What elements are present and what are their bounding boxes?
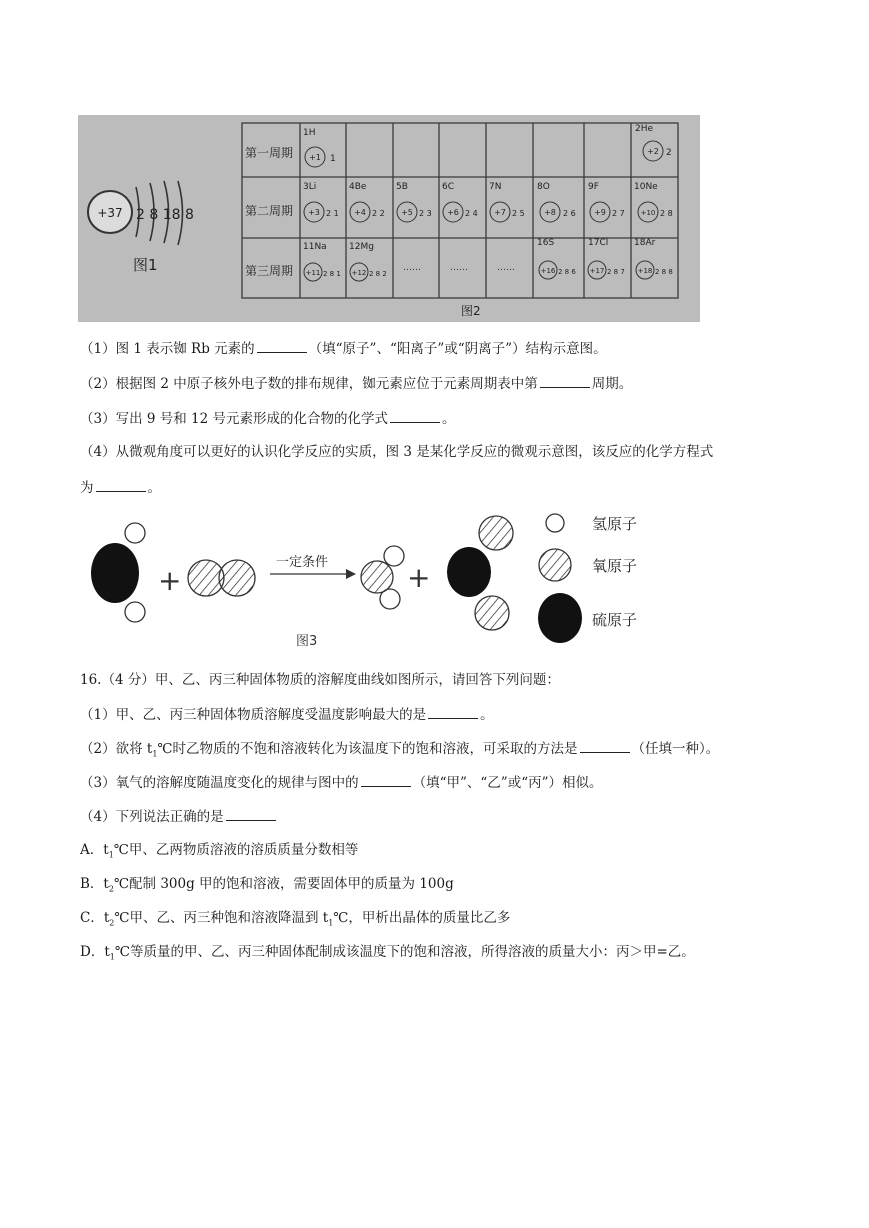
q16-part1-text-b: 。 [480,707,494,723]
option-a-text-a: A．t [80,842,109,858]
answer-blank[interactable] [390,408,440,423]
svg-text:10Ne: 10Ne [634,182,658,192]
q16-part2 [80,738,719,765]
figure-1-2-photo [78,115,700,322]
svg-text:+12: +12 [351,269,367,277]
answer-blank[interactable] [361,772,411,787]
answer-blank[interactable] [540,373,590,388]
svg-text:+11: +11 [305,269,321,277]
q15-part2 [80,373,632,394]
svg-text:17Cl: 17Cl [588,238,609,248]
q16-heading [80,670,560,690]
svg-text:16S: 16S [537,238,555,248]
q16-part3-text-b: （填“甲”、“乙”或“丙”）相似。 [412,775,603,791]
q15-part4 [80,442,713,462]
figure-3-reaction [80,508,680,658]
legend-oxygen-label: 氧原子 [592,557,638,575]
svg-text:2 8: 2 8 [660,209,673,218]
q16-part4 [80,806,278,827]
svg-text:+18: +18 [637,267,653,275]
q15-part1-text-b: （填“原子”、“阳离子”或“阴离子”）结构示意图。 [308,341,607,357]
option-b-text-a: B．t [80,876,109,892]
svg-text:1: 1 [330,154,336,164]
fig2-caption: 图2 [461,304,481,318]
legend [538,514,637,643]
subscript: 2 [109,918,115,928]
q15-part3-text-b: 。 [442,411,456,427]
legend-hydrogen-label: 氢原子 [592,515,638,533]
option-a [80,840,358,866]
svg-text:2 2: 2 2 [372,209,385,218]
answer-blank[interactable] [96,477,146,492]
svg-text:11Na: 11Na [303,242,327,252]
fig3-caption: 图3 [296,634,318,649]
svg-text:+7: +7 [494,208,506,217]
svg-text:+8: +8 [544,208,556,217]
option-c-text-a: C．t [80,910,110,926]
svg-text:9F: 9F [588,182,599,192]
svg-text:+5: +5 [401,208,413,217]
h2o-molecule [361,546,404,609]
svg-text:+4: +4 [354,208,366,217]
svg-text:7N: 7N [489,182,502,192]
figure-1-2-drawing [78,115,700,322]
answer-blank[interactable] [226,806,276,821]
q15-part4-text-a: （4）从微观角度可以更好的认识化学反应的实质，图 3 是某化学反应的微观示意图，该反应的化学方程式 [80,444,714,460]
svg-text:2 6: 2 6 [563,209,576,218]
legend-hydrogen-swatch [546,514,564,532]
svg-text:12Mg: 12Mg [349,242,374,252]
svg-text:5B: 5B [396,182,408,192]
q16-part1-text-a: （1）甲、乙、丙三种固体物质溶解度受温度影响最大的是 [80,707,427,723]
option-d-text-b: ℃等质量的甲、乙、丙三种固体配制成该温度下的饱和溶液，所得溶液的质量大小：丙＞甲=乙。 [114,944,695,960]
rb-shell-numbers: 2 8 18 8 [136,207,194,223]
q16-heading-text: 16.（4 分）甲、乙、丙三种固体物质的溶解度曲线如图所示，请回答下列问题： [80,672,560,688]
legend-sulfur-swatch [538,593,582,643]
element-cell-gap-1: …… [403,263,421,273]
subscript: 1 [108,850,114,860]
q15-part1-text-a: （1）图 1 表示铷 Rb 元素的 [80,341,255,357]
svg-text:+3: +3 [308,208,320,217]
q15-part3 [80,408,456,429]
subscript: 1 [109,952,115,962]
answer-blank[interactable] [580,738,630,753]
option-c [80,908,510,934]
q15-part4-text-b: 为 [80,480,94,496]
fig1-caption: 图1 [133,256,158,274]
svg-text:2He: 2He [635,124,654,134]
o2-molecule [188,560,255,596]
option-c-text-c: ℃，甲析出晶体的质量比乙多 [333,910,511,926]
q16-part1 [80,704,494,725]
period-label-1: 第一周期 [245,146,294,160]
svg-text:2 8 6: 2 8 6 [558,268,576,276]
reaction-arrow [270,569,356,579]
so2-molecule [447,516,513,630]
svg-text:+10: +10 [640,209,656,217]
option-c-text-b: ℃甲、乙、丙三种饱和溶液降温到 t [114,910,329,926]
svg-text:2: 2 [666,148,672,158]
svg-text:+1: +1 [309,153,321,162]
legend-sulfur-label: 硫原子 [592,611,638,629]
q15-part1 [80,338,607,359]
q15-part2-text-b: 周期。 [591,376,633,392]
svg-text:4Be: 4Be [349,182,367,192]
svg-text:1H: 1H [303,128,316,138]
svg-text:2 3: 2 3 [419,209,432,218]
option-b-text-b: ℃配制 300g 甲的饱和溶液，需要固体甲的质量为 100g [113,876,454,892]
subscript: 2 [108,884,114,894]
period-label-2: 第二周期 [245,204,294,218]
subscript: 1 [152,749,158,759]
h2s-molecule [91,523,145,622]
svg-text:3Li: 3Li [303,182,317,192]
svg-text:2 1: 2 1 [326,209,339,218]
q16-part2-text-a: （2）欲将 t [80,741,153,757]
svg-text:2 8 8: 2 8 8 [655,268,673,276]
option-d-text-a: D．t [80,944,110,960]
svg-text:8O: 8O [537,182,550,192]
q16-part3-text-a: （3）氧气的溶解度随温度变化的规律与图中的 [80,775,359,791]
svg-text:2 8 7: 2 8 7 [607,268,625,276]
option-d [80,942,695,968]
svg-text:+2: +2 [647,147,659,156]
legend-oxygen-swatch [539,549,571,581]
svg-text:2 4: 2 4 [465,209,478,218]
reaction-condition: 一定条件 [276,555,329,570]
element-cell-gap-2: …… [450,263,468,273]
q16-part4-text-a: （4）下列说法正确的是 [80,809,224,825]
q16-part2-text-b: ℃时乙物质的不饱和溶液转化为该温度下的饱和溶液，可采取的方法是 [157,741,578,757]
svg-text:+9: +9 [594,208,606,217]
svg-text:2 8 2: 2 8 2 [369,270,387,278]
q16-part2-text-c: （任填一种）。 [631,741,720,757]
q15-part2-text-a: （2）根据图 2 中原子核外电子数的排布规律，铷元素应位于元素周期表中第 [80,376,538,392]
q16-part3 [80,772,603,793]
q15-part4-cont [80,477,161,498]
svg-text:18Ar: 18Ar [634,238,656,248]
svg-text:+6: +6 [447,208,459,217]
plus-sign: + [158,564,182,597]
svg-text:6C: 6C [442,182,455,192]
plus-sign: + [407,561,431,594]
q15-part4-text-c: 。 [147,480,161,496]
svg-text:2 8 1: 2 8 1 [323,270,341,278]
element-cell-gap-3: …… [497,263,515,273]
period-label-3: 第三周期 [245,264,294,278]
svg-text:+16: +16 [540,267,556,275]
figure-3-drawing [80,508,680,658]
subscript: 1 [328,918,334,928]
option-b [80,874,454,900]
svg-text:2 7: 2 7 [612,209,625,218]
answer-blank[interactable] [428,704,478,719]
q15-part3-text-a: （3）写出 9 号和 12 号元素形成的化合物的化学式 [80,411,389,427]
svg-text:+17: +17 [589,267,605,275]
option-a-text-b: ℃甲、乙两物质溶液的溶质质量分数相等 [113,842,359,858]
rb-nucleus-label: +37 [97,206,123,220]
svg-text:2 5: 2 5 [512,209,525,218]
answer-blank[interactable] [257,338,307,353]
